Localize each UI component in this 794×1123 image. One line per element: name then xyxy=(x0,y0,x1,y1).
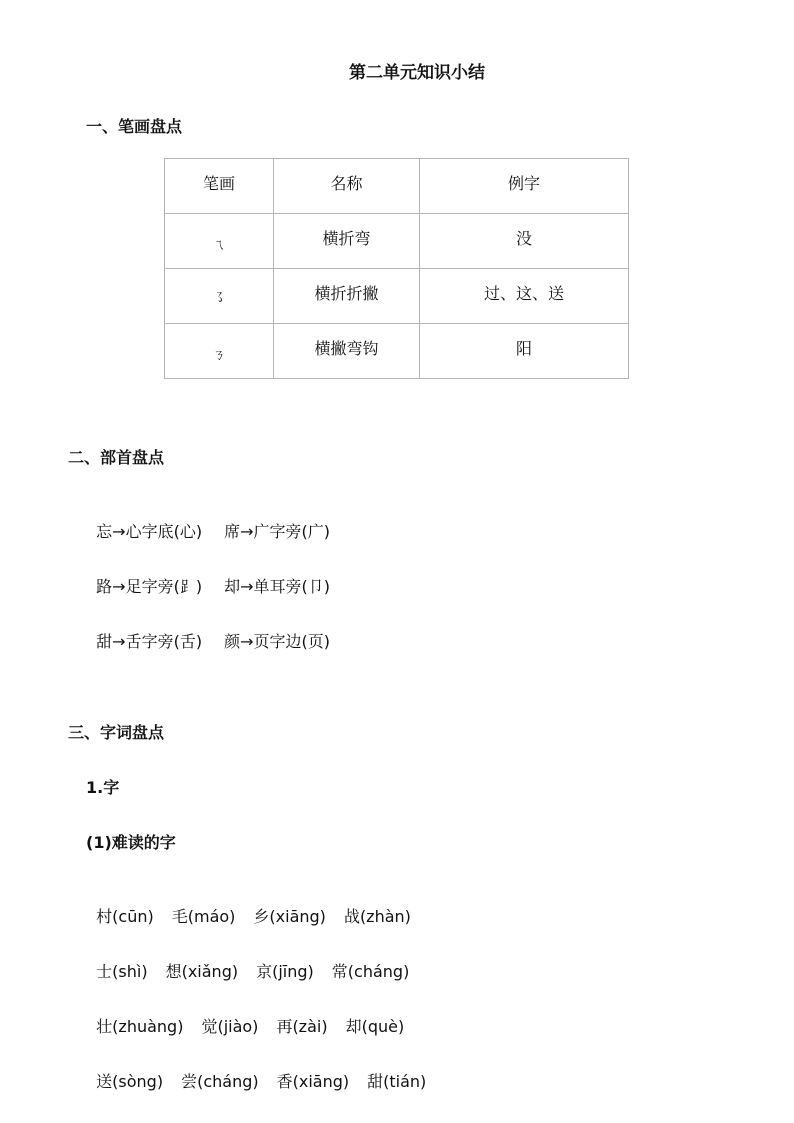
pinyin-line xyxy=(86,885,429,927)
subheading-difficult-characters: (1)难读的字 xyxy=(86,833,176,852)
pinyin-item: 壮(zhuàng) xyxy=(96,1017,184,1036)
example-cell: 过、这、送 xyxy=(420,269,629,324)
table-row xyxy=(165,324,629,379)
example-cell: 阳 xyxy=(420,324,629,379)
table-header-cell: 例字 xyxy=(420,159,629,214)
table-row xyxy=(165,269,629,324)
radical-line xyxy=(86,555,352,597)
pinyin-item: 村(cūn) xyxy=(96,907,154,926)
pinyin-item: 尝(cháng) xyxy=(181,1072,259,1091)
radical-item: 颜→页字边(页) xyxy=(224,632,330,651)
pinyin-item: 想(xiǎng) xyxy=(165,962,239,981)
pinyin-item: 战(zhàn) xyxy=(343,907,411,926)
table-header-cell: 笔画 xyxy=(165,159,274,214)
radical-item: 席→广字旁(广) xyxy=(224,522,330,541)
stroke-cell: ㄋ xyxy=(165,324,274,379)
page-title: 第二单元知识小结 xyxy=(349,63,485,83)
pinyin-line xyxy=(86,1050,444,1092)
radical-item: 却→单耳旁(卩) xyxy=(224,577,330,596)
section-heading-strokes: 一、笔画盘点 xyxy=(86,117,183,136)
section-heading-radicals: 二、部首盘点 xyxy=(68,448,165,467)
table-header-row xyxy=(165,159,629,214)
stroke-name-cell: 横折弯 xyxy=(274,214,420,269)
table-row xyxy=(165,214,629,269)
table-header-cell: 名称 xyxy=(274,159,420,214)
pinyin-item: 却(què) xyxy=(345,1017,405,1036)
pinyin-item: 再(zài) xyxy=(276,1017,328,1036)
example-cell: 没 xyxy=(420,214,629,269)
pinyin-item: 觉(jiào) xyxy=(201,1017,259,1036)
stroke-table xyxy=(164,158,629,379)
stroke-name-cell: 横折折撇 xyxy=(274,269,420,324)
pinyin-item: 乡(xiāng) xyxy=(253,907,326,926)
pinyin-line xyxy=(86,940,427,982)
pinyin-item: 毛(máo) xyxy=(171,907,236,926)
radical-item: 忘→心字底(心) xyxy=(96,522,203,541)
radical-line xyxy=(86,500,352,542)
stroke-cell: ㇌ xyxy=(165,269,274,324)
section-heading-words: 三、字词盘点 xyxy=(68,723,165,742)
radical-line xyxy=(86,610,352,652)
pinyin-item: 香(xiāng) xyxy=(276,1072,350,1091)
stroke-cell: ㄟ xyxy=(165,214,274,269)
pinyin-item: 京(jīng) xyxy=(256,962,314,981)
subheading-characters: 1.字 xyxy=(86,778,120,797)
pinyin-item: 士(shì) xyxy=(96,962,148,981)
pinyin-item: 送(sòng) xyxy=(96,1072,164,1091)
radical-item: 路→足字旁(⻊) xyxy=(96,577,203,596)
pinyin-item: 甜(tián) xyxy=(367,1072,427,1091)
radical-item: 甜→舌字旁(舌) xyxy=(96,632,203,651)
pinyin-item: 常(cháng) xyxy=(331,962,410,981)
pinyin-line xyxy=(86,995,422,1037)
stroke-name-cell: 横撇弯钩 xyxy=(274,324,420,379)
